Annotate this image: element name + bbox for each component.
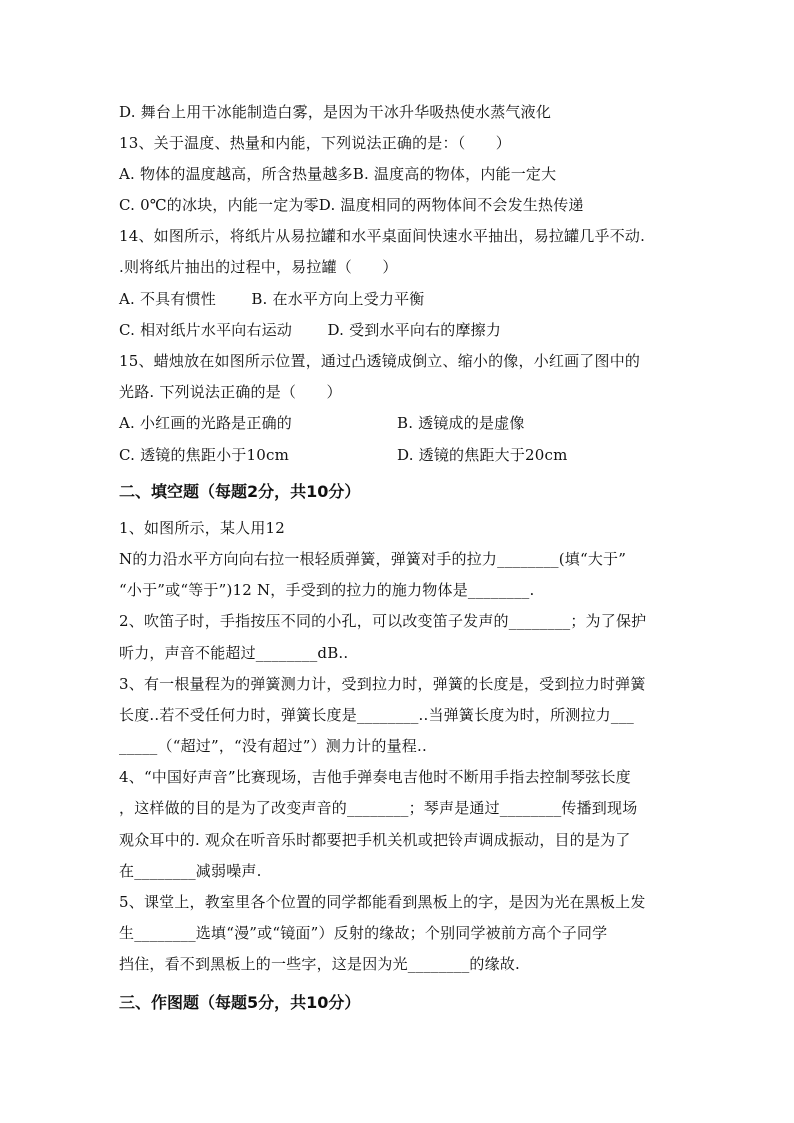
fill-q5-line2: 生________选填“漫”或“镜面”）反射的缘故；个别同学被前方高个子同学 [119, 924, 608, 942]
q14-options-cd: C. 相对纸片水平向右运动 D. 受到水平向右的摩擦力 [119, 321, 502, 339]
fill-q4-line4: 在________减弱噪声. [119, 862, 262, 880]
q15-option-d: D. 透镜的焦距大于20cm [397, 446, 568, 464]
q13-options-cd: C. 0℃的冰块，内能一定为零D. 温度相同的两物体间不会发生热传递 [119, 196, 584, 214]
q14-options-ab: A. 不具有惯性 B. 在水平方向上受力平衡 [119, 290, 425, 308]
question-15-line2: 光路. 下列说法正确的是（ ） [119, 383, 342, 401]
fill-q2-line1: 2、吹笛子时，手指按压不同的小孔，可以改变笛子发声的________；为了保护 [119, 612, 647, 630]
fill-q5-line1: 5、课堂上，教室里各个位置的同学都能看到黑板上的字，是因为光在黑板上发 [119, 893, 646, 911]
question-14-line2: .则将纸片抽出的过程中，易拉罐（ ） [119, 258, 398, 276]
section-2-heading: 二、填空题（每题2分，共10分） [119, 482, 361, 501]
option-d-q12: D. 舞台上用干冰能制造白雾，是因为干冰升华吸热使水蒸气液化 [119, 103, 552, 121]
fill-q5-line3: 挡住，看不到黑板上的一些字，这是因为光________的缘故. [119, 955, 520, 973]
fill-q4-line2: ，这样做的目的是为了改变声音的________；琴声是通过________传播到现场 [119, 799, 638, 817]
q15-option-a: A. 小红画的光路是正确的 [119, 414, 292, 432]
fill-q2-line2: 听力，声音不能超过________dB.. [119, 644, 349, 662]
question-15-line1: 15、蜡烛放在如图所示位置，通过凸透镜成倒立、缩小的像，小红画了图中的 [119, 352, 641, 370]
fill-q4-line3: 观众耳中的. 观众在听音乐时都要把手机关机或把铃声调成振动，目的是为了 [119, 831, 631, 849]
section-3-heading: 三、作图题（每题5分，共10分） [119, 993, 361, 1012]
fill-q3-line2: 长度..若不受任何力时，弹簧长度是________..当弹簧长度为时，所测拉力___ [119, 706, 634, 724]
question-14-line1: 14、如图所示，将纸片从易拉罐和水平桌面间快速水平抽出，易拉罐几乎不动. [119, 227, 646, 245]
q13-options-ab: A. 物体的温度越高，所含热量越多B. 温度高的物体，内能一定大 [119, 165, 557, 183]
q15-option-b: B. 透镜成的是虚像 [397, 414, 525, 432]
fill-q3-line3: _____（“超过”，“没有超过”）测力计的量程.. [119, 737, 427, 755]
fill-q1-line3: “小于”或“等于”)12 N，手受到的拉力的施力物体是________. [119, 581, 535, 599]
question-13: 13、关于温度、热量和内能，下列说法正确的是：（ ） [119, 134, 511, 152]
fill-q3-line1: 3、有一根量程为的弹簧测力计，受到拉力时，弹簧的长度是，受到拉力时弹簧 [119, 675, 646, 693]
fill-q1-line2: N的力沿水平方向向右拉一根轻质弹簧，弹簧对手的拉力________(填“大于” [119, 550, 627, 568]
fill-q1-line1: 1、如图所示，某人用12 [119, 519, 286, 537]
fill-q4-line1: 4、“中国好声音”比赛现场，吉他手弹奏电吉他时不断用手指去控制琴弦长度 [119, 768, 631, 786]
q15-option-c: C. 透镜的焦距小于10cm [119, 446, 289, 464]
